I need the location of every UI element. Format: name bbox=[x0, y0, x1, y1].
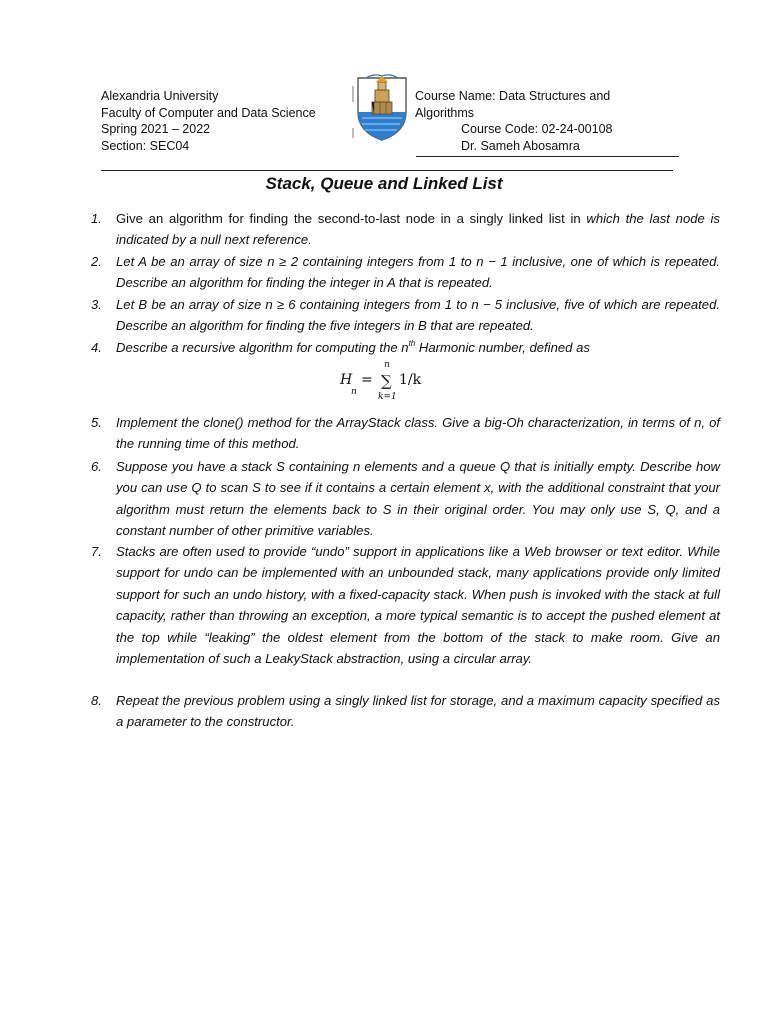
question-number: 6. bbox=[91, 459, 102, 474]
term: Spring 2021 – 2022 bbox=[101, 122, 211, 136]
question-6 bbox=[86, 456, 720, 542]
header-institution bbox=[101, 88, 316, 154]
question-number: 2. bbox=[91, 254, 102, 269]
faculty-name: Faculty of Computer and Data Science bbox=[101, 105, 316, 120]
header-course bbox=[415, 88, 675, 154]
header-divider-long bbox=[101, 170, 673, 171]
ordinal-superscript: th bbox=[408, 339, 416, 348]
question-text bbox=[116, 208, 720, 251]
question-3 bbox=[86, 294, 720, 337]
course-code: Course Code: 02-24-00108 bbox=[461, 122, 613, 136]
question-text: Let B be an array of size n ≥ 6 containing integers from 1 to n − 5 inclusive, five of which are repeated. Describe an algorithm for finding the five integers in B that are repeated. bbox=[116, 297, 720, 334]
formula-lhs: H bbox=[340, 372, 353, 388]
question-2 bbox=[86, 251, 720, 294]
question-text: Stacks are often used to provide “undo” support in applications like a Web browser or text editor. While support for undo can be implemented with an unbounded stack, many applications provide only limited support for such an undo history, with a fixed-capacity stack. When push is invoked with the stack at full capacity, rather than throwing an exception, a more typical semantic is to accept the pushed element at the top while “leaking” the oldest element from the bottom of the stack to make room. Give an implementation of such a LeakyStack abstraction, using a circular array. bbox=[116, 544, 720, 667]
question-text-italic: which the last node is indicated by a null next reference. bbox=[116, 211, 720, 248]
instructor: Dr. Sameh Abosamra bbox=[461, 138, 580, 153]
harmonic-formula bbox=[337, 360, 447, 408]
question-text: Let A be an array of size n ≥ 2 containing integers from 1 to n − 1 inclusive, one of which is repeated. Describe an algorithm for finding the integer in A that is repeated. bbox=[116, 254, 720, 291]
formula-equals: = bbox=[361, 372, 373, 388]
question-number: 1. bbox=[91, 211, 102, 226]
question-text-plain: Give an algorithm for finding the second-to-last node in a singly linked list in bbox=[116, 211, 587, 226]
question-number: 4. bbox=[91, 340, 102, 355]
university-logo bbox=[352, 72, 412, 142]
question-7 bbox=[86, 541, 720, 669]
formula-sum-lower: k=1 bbox=[378, 392, 397, 402]
lighthouse-logo-icon bbox=[352, 72, 412, 142]
question-text-before: Describe a recursive algorithm for computing the n bbox=[116, 340, 409, 355]
question-text: Repeat the previous problem using a singly linked list for storage, and a maximum capacity specified as a parameter to the constructor. bbox=[116, 693, 720, 730]
header-divider-short bbox=[416, 156, 679, 157]
question-number: 7. bbox=[91, 544, 102, 559]
question-number: 8. bbox=[91, 693, 102, 708]
question-text: Implement the clone() method for the ArrayStack class. Give a big-Oh characterization, in terms of n, of the running time of this method. bbox=[116, 415, 720, 452]
formula-lhs-subscript: n bbox=[351, 387, 357, 397]
question-text bbox=[116, 337, 720, 358]
question-8 bbox=[86, 690, 720, 733]
question-text-after: Harmonic number, defined as bbox=[415, 340, 590, 355]
formula-sum-upper: n bbox=[384, 360, 390, 370]
course-name-line2: Algorithms bbox=[415, 105, 475, 120]
question-1 bbox=[86, 208, 720, 251]
formula-sigma: ∑ bbox=[381, 372, 392, 390]
question-number: 5. bbox=[91, 415, 102, 430]
question-4 bbox=[86, 337, 720, 358]
page-title: Stack, Queue and Linked List bbox=[265, 174, 503, 193]
question-text: Suppose you have a stack S containing n elements and a queue Q that is initially empty. Describe how you can use Q to scan S to see if it contains a certain element x, with the additional constraint that your algorithm must return the elements back to S in their original order. You may only use S, Q, and a constant number of other primitive variables. bbox=[116, 459, 720, 539]
formula-term: 1/k bbox=[399, 372, 422, 388]
course-name-line1: Course Name: Data Structures and bbox=[415, 89, 611, 103]
section: Section: SEC04 bbox=[101, 138, 190, 153]
question-5 bbox=[86, 412, 720, 455]
university-name: Alexandria University bbox=[101, 89, 219, 103]
question-number: 3. bbox=[91, 297, 102, 312]
